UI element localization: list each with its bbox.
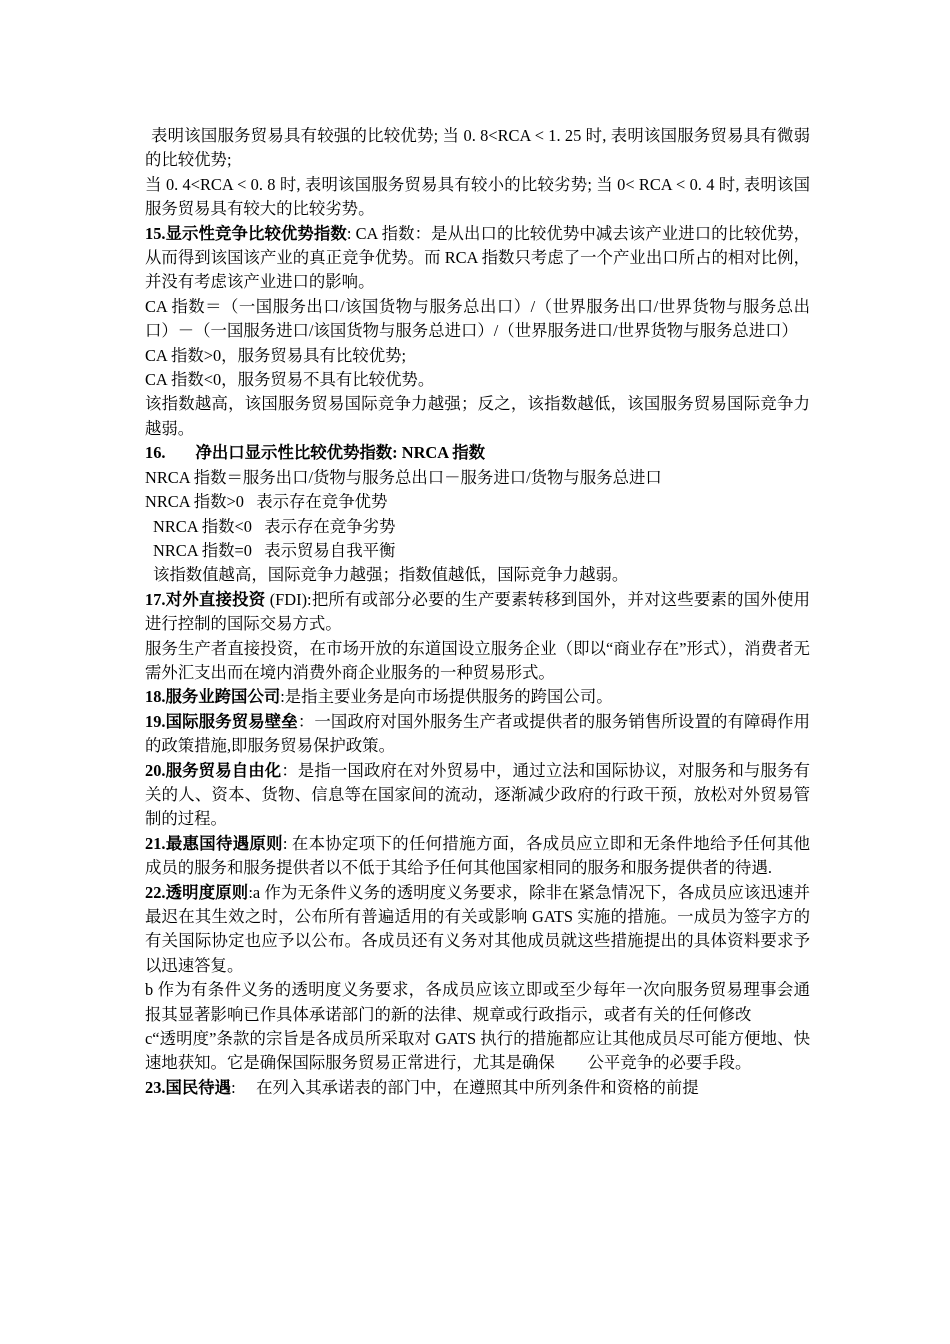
paragraph-ca-positive: CA 指数>0，服务贸易具有比较优势; [145, 345, 407, 365]
paragraph-liberalization-definition [145, 759, 810, 832]
paragraph-national-treatment [145, 1076, 810, 1100]
paragraph-nrca-zero: NRCA 指数=0 表示贸易自我平衡 [153, 540, 396, 560]
paragraph-ca-negative: CA 指数<0，服务贸易不具有比较优势。 [145, 370, 435, 390]
paragraph-transparency-c: c“透明度”条款的宗旨是各成员所采取对 GATS 执行的措施都应让其他成员尽可能方便地、快速地获知。它是确保国际服务贸易正常进行，尤其是确保 公平竞争的必要手段。 [145, 1029, 810, 1073]
definition-text: : 在列入其承诺表的部门中，在遵照其中所列条件和资格的前提 [231, 1077, 699, 1097]
term-heading: 净出口显示性比较优势指数: NRCA 指数 [195, 443, 486, 463]
paragraph-nrca-negative: NRCA 指数<0 表示存在竞争劣势 [153, 516, 396, 536]
paragraph-fdi-service: 服务生产者直接投资，在市场开放的东道国设立服务企业（即以“商业存在”形式），消费者无需外汇支出而在境内消费外商企业服务的一种贸易形式。 [145, 638, 810, 682]
definition-text: : 在本协定项下的任何措施方面，各成员应立即和无条件地给予任何其他成员的服务和服务提供者以不低于其给予任何其他国家相同的服务和服务提供者的待遇. [145, 833, 810, 878]
definition-text: ：是指一国政府在对外贸易中，通过立法和国际协议，对服务和与服务有关的人、资本、货物、信息等在国家间的流动，逐渐减少政府的行政干预，放松对外贸易管制的过程。 [145, 760, 810, 829]
paragraph-transparency-b: b 作为有条件义务的透明度义务要求，各成员应该立即或至少每年一次向服务贸易理事会通报其显著影响已作具体承诺部门的新的法律、规章或行政指示，或者有关的任何修改 [145, 980, 810, 1024]
document-page [145, 124, 810, 1100]
term-heading: 18.服务业跨国公司 [145, 687, 281, 707]
paragraph-mnc-definition [145, 685, 810, 709]
paragraph-rca-strong: 表明该国服务贸易具有较强的比较优势; 当 0. 8<RCA < 1. 25 时, 表明该国服务贸易具有微弱的比较优势; [145, 126, 810, 170]
paragraph-fdi-definition [145, 588, 810, 637]
definition-text: :a 作为无条件义务的透明度义务要求，除非在紧急情况下，各成员应该迅速并最迟在其生效之时，公布所有普遍适用的有关或影响 GATS 实施的措施。一成员为签字方的有关国际协定也应予以公布。各成员还有义务对其他成员就这些措施提出的具体资料要求予以迅速答复。 [145, 882, 810, 975]
term-heading: 17.对外直接投资 [145, 589, 266, 609]
term-heading: 23.国民待遇 [145, 1077, 232, 1097]
term-heading: 22.透明度原则 [145, 882, 249, 902]
definition-text: :是指主要业务是向市场提供服务的跨国公司。 [280, 687, 613, 707]
heading-number: 16. [145, 443, 166, 463]
definition-text: (FDI):把所有或部分必要的生产要素转移到国外，并对这些要素的国外使用进行控制的国际交易方式。 [145, 589, 810, 634]
paragraph-nrca-formula: NRCA 指数＝服务出口/货物与服务总出口－服务进口/货物与服务总进口 [145, 467, 662, 487]
paragraph-nrca-positive: NRCA 指数>0 表示存在竞争优势 [145, 492, 388, 512]
paragraph-ca-summary: 该指数越高，该国服务贸易国际竞争力越强；反之，该指数越低，该国服务贸易国际竞争力越弱。 [145, 394, 810, 438]
definition-text: ：一国政府对国外服务生产者或提供者的服务销售所设置的有障碍作用的政策措施,即服务贸易保护政策。 [145, 711, 810, 756]
term-heading: 21.最惠国待遇原则 [145, 833, 283, 853]
paragraph-transparency-a [145, 881, 810, 979]
term-heading: 20.服务贸易自由化 [145, 760, 282, 780]
paragraph-nrca-summary: 该指数值越高，国际竞争力越强；指数值越低，国际竞争力越弱。 [153, 565, 629, 585]
paragraph-mfn-definition [145, 832, 810, 881]
definition-text: : CA 指数：是从出口的比较优势中减去该产业进口的比较优势，从而得到该国该产业的真正竞争优势。而 RCA 指数只考虑了一个产业出口所占的相对比例，并没有考虑该产业进口的影响。 [145, 223, 810, 292]
term-heading: 19.国际服务贸易壁垒 [145, 711, 298, 731]
paragraph-barrier-definition [145, 710, 810, 759]
paragraph-rca-weak: 当 0. 4<RCA < 0. 8 时, 表明该国服务贸易具有较小的比较劣势; 当 0< RCA < 0. 4 时, 表明该国服务贸易具有较大的比较劣势。 [145, 174, 810, 219]
paragraph-nrca-heading [145, 441, 810, 465]
paragraph-ca-formula: CA 指数＝（一国服务出口/该国货物与服务总出口）/（世界服务出口/世界货物与服务总出口）－（一国服务进口/该国货物与服务总进口）/（世界服务进口/世界货物与服务总进口） [145, 296, 810, 341]
term-heading: 15.显示性竞争比较优势指数 [145, 223, 347, 243]
paragraph-ca-definition [145, 222, 810, 295]
